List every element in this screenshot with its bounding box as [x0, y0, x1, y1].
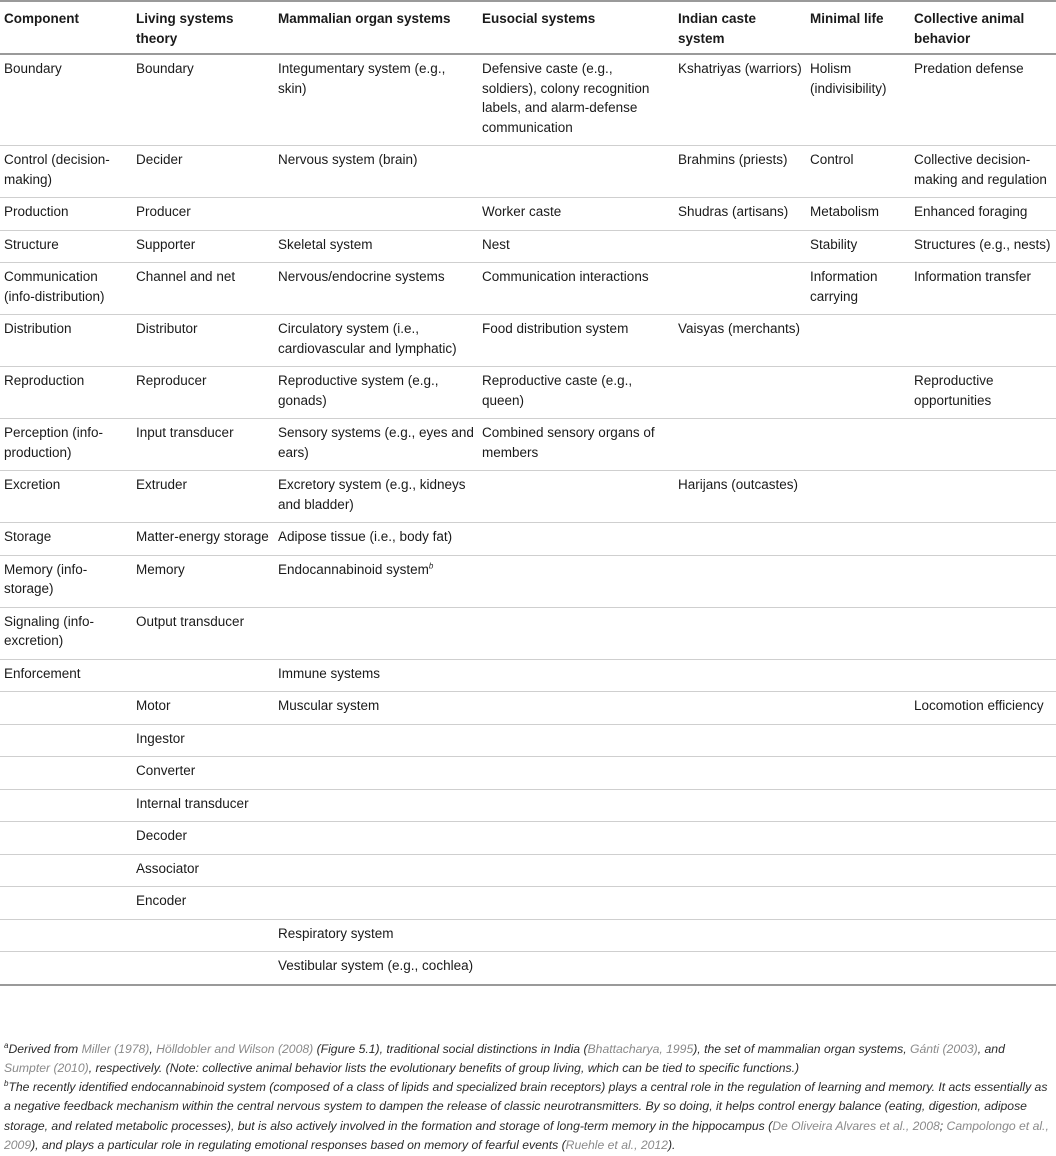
table-cell	[910, 419, 1056, 471]
table-cell	[674, 198, 806, 231]
table-cell	[674, 692, 806, 725]
cell-text: Nervous system (brain)	[278, 152, 418, 167]
footnote-a-mark: a	[4, 1040, 9, 1050]
table-cell	[674, 952, 806, 985]
table-cell	[674, 315, 806, 367]
cell-text: Distributor	[136, 321, 198, 336]
table-cell	[0, 263, 132, 315]
table-row	[0, 952, 1056, 985]
column-header: Indian caste system	[674, 1, 806, 54]
table-cell	[910, 659, 1056, 692]
table-cell	[674, 419, 806, 471]
footnote-b-text: ), and plays a particular role in regulating emotional responses based on memory of fearful events (	[31, 1138, 566, 1153]
footnote-a-text: ,	[149, 1042, 157, 1056]
table-cell	[274, 919, 478, 952]
table-cell	[806, 555, 910, 607]
table-cell	[910, 919, 1056, 952]
table-cell	[806, 146, 910, 198]
table-cell	[806, 367, 910, 419]
table-cell	[132, 757, 274, 790]
cell-text: Harijans (outcastes)	[678, 477, 799, 492]
table-cell	[274, 789, 478, 822]
table-row	[0, 919, 1056, 952]
table-cell	[132, 471, 274, 523]
table-cell	[274, 887, 478, 920]
cell-text: Ingestor	[136, 730, 185, 746]
table-cell	[132, 230, 274, 263]
table-row	[0, 789, 1056, 822]
table-cell	[674, 607, 806, 659]
cell-text: Boundary	[4, 61, 62, 76]
table-cell	[806, 887, 910, 920]
table-cell	[478, 919, 674, 952]
cell-text: Reproductive system (e.g., gonads)	[278, 373, 439, 408]
table-cell	[0, 198, 132, 231]
cell-text: Output transducer	[136, 613, 245, 629]
cell-text: Encoder	[136, 893, 187, 908]
footnote-mark: b	[428, 561, 434, 570]
table-cell	[674, 659, 806, 692]
cell-text: Worker caste	[482, 204, 562, 219]
table-cell	[274, 724, 478, 757]
footnote-b-text: The recently identified endocannabinoid system (composed of a class of lipids and specialized brain receptors) plays a central role in the regulation of learning and memory. It acts essentially as a negative feedback mechanism within the central nervous system to dampen the release of classic neurotransmitters. By so doing, it helps control energy balance (eating, digestion, adipose storage, and related metabolic processes), but is also actively involved in the formation and storage of long-term memory in the hippocampus (	[4, 1080, 1048, 1133]
table-cell	[674, 789, 806, 822]
table-cell	[132, 854, 274, 887]
table-cell	[910, 854, 1056, 887]
table-row	[0, 887, 1056, 920]
table-cell	[274, 523, 478, 556]
table-cell	[0, 919, 132, 952]
table-cell	[806, 230, 910, 263]
cell-text: Nervous/endocrine systems	[278, 269, 445, 284]
cell-text: Information transfer	[914, 269, 1032, 284]
cell-text: Predation defense	[914, 61, 1024, 76]
table-cell	[910, 315, 1056, 367]
cell-text: Control (decision-making)	[4, 152, 110, 187]
citation-link[interactable]: Ruehle et al., 2012	[565, 1138, 668, 1153]
table-cell	[132, 607, 274, 659]
cell-text: Producer	[136, 204, 191, 219]
table-cell	[132, 789, 274, 822]
table-cell	[806, 263, 910, 315]
cell-text: Memory (info-storage)	[4, 561, 88, 596]
cell-text: Excretory system (e.g., kidneys and bladder)	[278, 477, 466, 512]
cell-text: Muscular system	[278, 698, 380, 713]
table-cell	[806, 724, 910, 757]
table-cell	[0, 146, 132, 198]
table-cell	[274, 822, 478, 855]
cell-text: Sensory systems (e.g., eyes and ears)	[278, 425, 474, 460]
table-cell	[274, 198, 478, 231]
table-row	[0, 607, 1056, 659]
cell-text: Integumentary system (e.g., skin)	[278, 61, 446, 96]
cell-text: Control	[810, 152, 854, 167]
table-cell	[478, 887, 674, 920]
cell-text: Brahmins (priests)	[678, 152, 788, 167]
cell-text: Decider	[136, 152, 183, 167]
citation-link[interactable]: De Oliveira Alvares et al., 2008	[772, 1118, 940, 1133]
table-cell	[806, 854, 910, 887]
table-row	[0, 146, 1056, 198]
citation-link[interactable]: Sumpter (2010)	[4, 1061, 89, 1076]
table-cell	[910, 198, 1056, 231]
cell-text: Locomotion efficiency	[914, 698, 1044, 713]
citation-link[interactable]: Hölldobler and Wilson (2008)	[156, 1042, 314, 1056]
footnote-a-text: , respectively. (Note: collective animal behavior lists the evolutionary benefits of group living, which can be tied to specific functions.)	[88, 1061, 800, 1076]
table-cell	[274, 419, 478, 471]
citation-link[interactable]: Bhattacharya, 1995	[587, 1042, 694, 1056]
cell-text: Kshatriyas (warriors)	[678, 61, 802, 76]
table-cell	[132, 263, 274, 315]
table-row	[0, 555, 1056, 607]
table-cell	[674, 757, 806, 790]
table-cell	[0, 789, 132, 822]
cell-text: Storage	[4, 529, 52, 544]
table-cell	[806, 919, 910, 952]
cell-text: Nest	[482, 236, 510, 252]
table-cell	[132, 887, 274, 920]
cell-text: Production	[4, 204, 69, 219]
cell-text: Excretion	[4, 477, 61, 492]
cell-text: Vaisyas (merchants)	[678, 321, 801, 336]
table-cell	[910, 607, 1056, 659]
table-cell	[674, 471, 806, 523]
cell-text: Vestibular system (e.g., cochlea)	[278, 958, 474, 973]
table-cell	[478, 367, 674, 419]
column-header: Mammalian organ systems	[274, 1, 478, 54]
table-cell	[478, 54, 674, 146]
table-row	[0, 659, 1056, 692]
table-cell	[910, 952, 1056, 985]
table-cell	[132, 523, 274, 556]
column-header: Eusocial systems	[478, 1, 674, 54]
table-cell	[806, 822, 910, 855]
table-cell	[478, 757, 674, 790]
table-cell	[132, 822, 274, 855]
table-row	[0, 315, 1056, 367]
column-header: Collective animal behavior	[910, 1, 1056, 54]
table-cell	[910, 230, 1056, 263]
table-header-row	[0, 1, 1056, 54]
table-cell	[274, 854, 478, 887]
cell-text: Input transducer	[136, 425, 234, 440]
cell-text: Reproductive caste (e.g., queen)	[482, 373, 633, 408]
table-cell	[806, 607, 910, 659]
table-cell	[478, 555, 674, 607]
table-row	[0, 419, 1056, 471]
table-cell	[674, 555, 806, 607]
cell-text: Enforcement	[4, 665, 81, 681]
table-cell	[274, 952, 478, 985]
footnote-b	[4, 1078, 1052, 1156]
column-header: Living systems theory	[132, 1, 274, 54]
table-cell	[674, 887, 806, 920]
cell-text: Boundary	[136, 61, 194, 76]
table-cell	[478, 822, 674, 855]
table-row	[0, 263, 1056, 315]
table-cell	[910, 263, 1056, 315]
table-row	[0, 198, 1056, 231]
table-cell	[478, 692, 674, 725]
table-cell	[910, 555, 1056, 607]
table-cell	[0, 692, 132, 725]
table-row	[0, 230, 1056, 263]
table-cell	[132, 692, 274, 725]
table-cell	[132, 315, 274, 367]
cell-text: Associator	[136, 860, 200, 876]
cell-text: Memory	[136, 561, 185, 577]
cell-text: Respiratory system	[278, 925, 394, 941]
footnote-b-text: ;	[939, 1118, 947, 1133]
table-cell	[478, 315, 674, 367]
table-cell	[274, 230, 478, 263]
table-cell	[0, 854, 132, 887]
table-cell	[910, 54, 1056, 146]
table-cell	[274, 146, 478, 198]
table-cell	[910, 887, 1056, 920]
table-cell	[132, 724, 274, 757]
table-cell	[806, 789, 910, 822]
table-cell	[0, 471, 132, 523]
cell-text: Skeletal system	[278, 236, 373, 252]
cell-text: Combined sensory organs of members	[482, 425, 655, 460]
table-cell	[274, 757, 478, 790]
cell-text: Internal transducer	[136, 795, 249, 811]
table-row	[0, 822, 1056, 855]
table-cell	[806, 419, 910, 471]
table-row	[0, 724, 1056, 757]
footnote-a-text: ), the set of mammalian organ systems,	[693, 1042, 910, 1056]
table-cell	[132, 54, 274, 146]
table-cell	[274, 315, 478, 367]
table-cell	[0, 607, 132, 659]
table-cell	[910, 367, 1056, 419]
table-cell	[806, 523, 910, 556]
table-cell	[0, 523, 132, 556]
table-cell	[478, 419, 674, 471]
table-cell	[132, 367, 274, 419]
table-cell	[674, 230, 806, 263]
cell-text: Communication (info-distribution)	[4, 269, 105, 304]
table-cell	[806, 952, 910, 985]
table-cell	[478, 198, 674, 231]
table-cell	[0, 54, 132, 146]
table-row	[0, 854, 1056, 887]
table-cell	[478, 952, 674, 985]
table-cell	[806, 471, 910, 523]
table-cell	[910, 146, 1056, 198]
table-cell	[0, 315, 132, 367]
table-cell	[132, 952, 274, 985]
cell-text: Endocannabinoid system	[278, 561, 429, 577]
table-cell	[132, 659, 274, 692]
table-cell	[674, 263, 806, 315]
table-row	[0, 692, 1056, 725]
table-cell	[910, 822, 1056, 855]
cell-text: Matter-energy storage	[136, 529, 269, 544]
footnote-a-text: (Figure 5.1), traditional social distinctions in India (	[313, 1042, 588, 1056]
cell-text: Structures (e.g., nests)	[914, 236, 1051, 252]
cell-text: Motor	[136, 698, 171, 713]
table-cell	[478, 854, 674, 887]
table-cell	[910, 757, 1056, 790]
cell-text: Decoder	[136, 828, 188, 843]
cell-text: Defensive caste (e.g., soldiers), colony recognition labels, and alarm-defense communication	[482, 61, 650, 135]
table-cell	[132, 198, 274, 231]
table-cell	[674, 854, 806, 887]
cell-text: Structure	[4, 236, 59, 252]
table-cell	[274, 659, 478, 692]
table-cell	[0, 367, 132, 419]
cell-text: Holism (indivisibility)	[810, 61, 887, 96]
table-cell	[478, 146, 674, 198]
column-header: Component	[0, 1, 132, 54]
table-cell	[674, 919, 806, 952]
cell-text: Signaling (info-excretion)	[4, 613, 95, 648]
table-cell	[806, 54, 910, 146]
cell-text: Circulatory system (i.e., cardiovascular and lymphatic)	[278, 321, 457, 356]
cell-text: Food distribution system	[482, 321, 629, 336]
cell-text: Converter	[136, 763, 196, 778]
table-cell	[132, 146, 274, 198]
table-row	[0, 523, 1056, 556]
table-cell	[806, 659, 910, 692]
table-cell	[674, 367, 806, 419]
table-cell	[0, 724, 132, 757]
table-cell	[910, 789, 1056, 822]
table-cell	[478, 724, 674, 757]
table-cell	[910, 523, 1056, 556]
cell-text: Information carrying	[810, 269, 878, 304]
citation-link[interactable]: Campolongo et al., 2009	[4, 1118, 1049, 1153]
table-cell	[132, 555, 274, 607]
table-cell	[806, 692, 910, 725]
citation-link[interactable]: Miller (1978)	[81, 1042, 150, 1056]
table-cell	[910, 724, 1056, 757]
table-cell	[274, 555, 478, 607]
table-cell	[806, 757, 910, 790]
table-cell	[0, 419, 132, 471]
table-cell	[910, 471, 1056, 523]
cell-text: Shudras (artisans)	[678, 204, 789, 219]
table-cell	[478, 607, 674, 659]
table-cell	[274, 692, 478, 725]
table-cell	[674, 724, 806, 757]
table-cell	[0, 887, 132, 920]
cell-text: Stability	[810, 236, 858, 252]
table-row	[0, 367, 1056, 419]
column-header: Minimal life	[806, 1, 910, 54]
table-cell	[0, 659, 132, 692]
cell-text: Distribution	[4, 321, 72, 336]
footnote-b-text: ).	[667, 1138, 676, 1153]
table-cell	[478, 789, 674, 822]
table-row	[0, 471, 1056, 523]
table-body	[0, 54, 1056, 985]
cell-text: Adipose tissue (i.e., body fat)	[278, 529, 453, 544]
table-cell	[274, 367, 478, 419]
table-cell	[274, 471, 478, 523]
cell-text: Perception (info-production)	[4, 425, 104, 460]
cell-text: Reproduction	[4, 373, 85, 388]
cell-text: Immune systems	[278, 665, 381, 681]
table-cell	[674, 523, 806, 556]
cell-text: Reproducer	[136, 373, 207, 388]
table-cell	[132, 419, 274, 471]
table-cell	[674, 822, 806, 855]
table-cell	[0, 757, 132, 790]
cell-text: Collective decision-making and regulation	[914, 152, 1047, 187]
table-cell	[0, 822, 132, 855]
table-cell	[478, 659, 674, 692]
cell-text: Supporter	[136, 236, 196, 252]
table-cell	[274, 607, 478, 659]
footnote-b-mark: b	[4, 1078, 9, 1088]
cell-text: Reproductive opportunities	[914, 373, 994, 408]
table-cell	[806, 315, 910, 367]
table-cell	[0, 555, 132, 607]
table-cell	[0, 230, 132, 263]
table-row	[0, 757, 1056, 790]
table-cell	[806, 198, 910, 231]
cell-text: Metabolism	[810, 204, 880, 219]
table-row	[0, 54, 1056, 146]
table-cell	[478, 230, 674, 263]
footnote-a-text: , and	[977, 1042, 1005, 1056]
table-cell	[0, 952, 132, 985]
table-cell	[274, 263, 478, 315]
cell-text: Communication interactions	[482, 269, 649, 284]
cell-text: Channel and net	[136, 269, 236, 284]
table-cell	[910, 692, 1056, 725]
cell-text: Extruder	[136, 477, 188, 492]
table-cell	[478, 471, 674, 523]
footnote-a-text: Derived from	[8, 1042, 82, 1056]
table-cell	[274, 54, 478, 146]
table-cell	[674, 54, 806, 146]
footnote-a	[4, 1040, 1052, 1079]
table-cell	[132, 919, 274, 952]
table-cell	[674, 146, 806, 198]
citation-link[interactable]: Gánti (2003)	[909, 1042, 978, 1056]
cell-text: Enhanced foraging	[914, 204, 1028, 219]
table-cell	[478, 523, 674, 556]
table-cell	[478, 263, 674, 315]
